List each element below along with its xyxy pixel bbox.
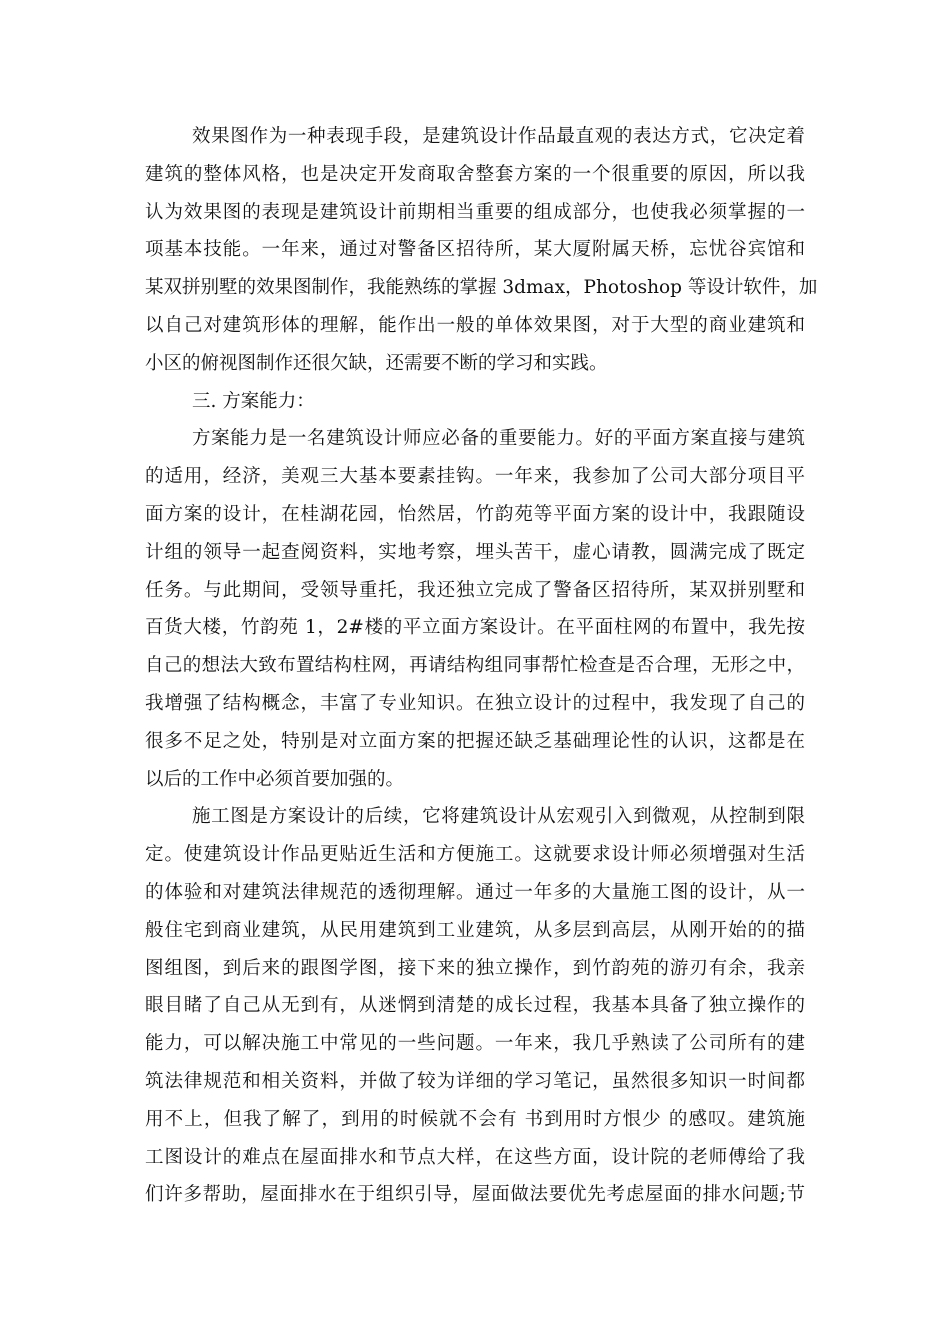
paragraph-line: 计组的领导一起查阅资料，实地考察，埋头苦干，虚心请教，圆满完成了既定 — [145, 541, 805, 563]
paragraph-line: 工图设计的难点在屋面排水和节点大样，在这些方面，设计院的老师傅给了我 — [145, 1146, 805, 1168]
paragraph-line: 以后的工作中必须首要加强的。 — [145, 768, 405, 790]
paragraph-line: 筑法律规范和相关资料，并做了较为详细的学习笔记，虽然很多知识一时间都 — [145, 1070, 805, 1092]
paragraph-line: 方案能力是一名建筑设计师应必备的重要能力。好的平面方案直接与建筑 — [192, 428, 805, 450]
paragraph-line: 定。使建筑设计作品更贴近生活和方便施工。这就要求设计师必须增强对生活 — [145, 844, 805, 866]
paragraph-line: 图组图，到后来的跟图学图，接下来的独立操作，到竹韵苑的游刃有余，我亲 — [145, 957, 805, 979]
paragraph-line: 的适用，经济，美观三大基本要素挂钩。一年来，我参加了公司大部分项目平 — [145, 466, 805, 488]
paragraph-line: 很多不足之处，特别是对立面方案的把握还缺乏基础理论性的认识，这都是在 — [145, 730, 805, 752]
paragraph-line: 们许多帮助，屋面排水在于组织引导，屋面做法要优先考虑屋面的排水问题;节 — [145, 1184, 805, 1206]
paragraph-line: 以自己对建筑形体的理解，能作出一般的单体效果图，对于大型的商业建筑和 — [145, 314, 805, 336]
paragraph-line: 小区的俯视图制作还很欠缺，还需要不断的学习和实践。 — [145, 352, 608, 374]
paragraph-line: 用不上，但我了解了，到用的时候就不会有 书到用时方恨少 的感叹。建筑施 — [145, 1108, 805, 1130]
section-heading: 三. 方案能力： — [192, 390, 315, 412]
paragraph-line: 面方案的设计，在桂湖花园，怡然居，竹韵苑等平面方案的设计中，我跟随设 — [145, 503, 805, 525]
paragraph-line: 般住宅到商业建筑，从民用建筑到工业建筑，从多层到高层，从刚开始的的描 — [145, 919, 805, 941]
paragraph-line: 建筑的整体风格，也是决定开发商取舍整套方案的一个很重要的原因，所以我 — [145, 163, 805, 185]
paragraph-line: 眼目睹了自己从无到有，从迷惘到清楚的成长过程，我基本具备了独立操作的 — [145, 995, 805, 1017]
paragraph-line: 项基本技能。一年来，通过对警备区招待所，某大厦附属天桥，忘忧谷宾馆和 — [145, 239, 805, 261]
paragraph-line: 某双拼别墅的效果图制作，我能熟练的掌握 3dmax，Photoshop 等设计软件，加 — [145, 277, 818, 299]
paragraph-line: 效果图作为一种表现手段，是建筑设计作品最直观的表达方式，它决定着 — [192, 126, 805, 147]
paragraph-line: 任务。与此期间，受领导重托，我还独立完成了警备区招待所，某双拼别墅和 — [145, 579, 805, 601]
paragraph-line: 能力，可以解决施工中常见的一些问题。一年来，我几乎熟读了公司所有的建 — [145, 1033, 805, 1055]
document-body — [145, 118, 818, 1214]
paragraph-line: 的体验和对建筑法律规范的透彻理解。通过一年多的大量施工图的设计，从一 — [145, 881, 805, 903]
paragraph-line: 认为效果图的表现是建筑设计前期相当重要的组成部分，也使我必须掌握的一 — [145, 201, 805, 223]
paragraph-line: 我增强了结构概念，丰富了专业知识。在独立设计的过程中，我发现了自己的 — [145, 692, 805, 714]
paragraph-line: 百货大楼，竹韵苑 1，2#楼的平立面方案设计。在平面柱网的布置中，我先按 — [145, 617, 805, 639]
paragraph-line: 自己的想法大致布置结构柱网，再请结构组同事帮忙检查是否合理，无形之中， — [145, 655, 805, 677]
paragraph-line: 施工图是方案设计的后续，它将建筑设计从宏观引入到微观，从控制到限 — [192, 806, 805, 828]
